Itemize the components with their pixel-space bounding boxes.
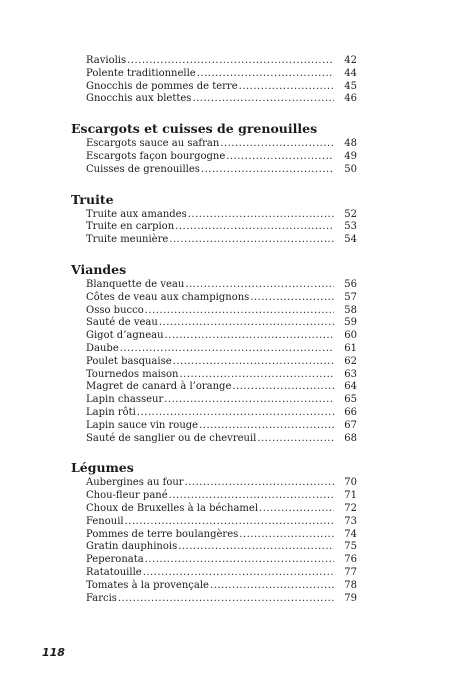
section-heading: Légumes <box>71 460 134 476</box>
toc-entry-page: 45 <box>344 80 357 92</box>
toc-entry-label: Sauté de sanglier ou de chevreuil <box>86 432 257 444</box>
toc-entry-page: 70 <box>344 477 357 489</box>
toc-entry <box>86 151 357 164</box>
toc-entry-label: Osso bucco <box>86 304 144 316</box>
dot-leader <box>250 292 334 305</box>
toc-entry-page: 72 <box>344 502 357 514</box>
dot-leader <box>169 234 334 247</box>
toc-entry <box>86 234 357 247</box>
dot-leader <box>197 68 334 81</box>
dot-leader <box>120 343 334 356</box>
toc-entry <box>86 369 357 382</box>
toc-entry-label: Côtes de veau aux champignons <box>86 291 250 303</box>
dot-leader <box>192 93 334 106</box>
toc-entry-label: Fenouil <box>86 515 124 527</box>
toc-entry-page: 75 <box>344 541 357 553</box>
toc-entry-label: Gratin dauphinois <box>86 541 178 553</box>
toc-entry-page: 57 <box>344 291 357 303</box>
dot-leader <box>165 330 334 343</box>
toc-entry-page: 71 <box>344 490 357 502</box>
toc-entry <box>86 279 357 292</box>
toc-entry-label: Tournedos maison <box>86 368 179 380</box>
dot-leader <box>188 209 334 222</box>
toc-entry-page: 52 <box>344 208 357 220</box>
toc-entry-page: 49 <box>344 150 357 162</box>
toc-entry-label: Daube <box>86 342 119 354</box>
toc-entry <box>86 420 357 433</box>
toc-entry-label: Pommes de terre boulangères <box>86 528 239 540</box>
toc-entry-label: Polente traditionnelle <box>86 67 196 79</box>
toc-entry-page: 56 <box>344 278 357 290</box>
toc-entry <box>86 164 357 177</box>
toc-entry <box>86 68 357 81</box>
dot-leader <box>259 503 334 516</box>
toc-entry <box>86 593 357 606</box>
dot-leader <box>239 81 334 94</box>
toc-section-legumes <box>71 460 357 605</box>
toc-entry-label: Escargots sauce au safran <box>86 138 220 150</box>
toc-entry-label: Lapin sauce vin rouge <box>86 419 199 431</box>
table-of-contents <box>71 55 357 620</box>
toc-entry-page: 50 <box>344 163 357 175</box>
toc-entry-label: Gnocchis de pommes de terre <box>86 80 238 92</box>
toc-entry-label: Truite meunière <box>86 234 169 246</box>
toc-entry-page: 61 <box>344 342 357 354</box>
toc-entry-page: 42 <box>344 55 357 66</box>
toc-entry <box>86 221 357 234</box>
toc-entry <box>86 503 357 516</box>
toc-entry-label: Lapin chasseur <box>86 394 164 406</box>
dot-leader <box>127 55 334 68</box>
toc-entry-label: Magret de canard à l’orange <box>86 381 232 393</box>
toc-entry-page: 54 <box>344 234 357 246</box>
dot-leader <box>145 554 334 567</box>
toc-entry-label: Blanquette de veau <box>86 278 185 290</box>
dot-leader <box>137 407 334 420</box>
dot-leader <box>159 317 334 330</box>
toc-entry-page: 65 <box>344 394 357 406</box>
dot-leader <box>220 138 334 151</box>
toc-entry-page: 79 <box>344 592 357 604</box>
toc-entry-label: Lapin rôti <box>86 406 136 418</box>
toc-entry <box>86 343 357 356</box>
toc-entry <box>86 433 357 446</box>
toc-entry-label: Escargots façon bourgogne <box>86 150 226 162</box>
toc-entry <box>86 381 357 394</box>
toc-entry-page: 46 <box>344 93 357 105</box>
toc-section-truite <box>71 192 357 247</box>
dot-leader <box>143 567 334 580</box>
toc-entry-page: 66 <box>344 406 357 418</box>
toc-entry <box>86 516 357 529</box>
dot-leader <box>173 356 334 369</box>
toc-entry-label: Cuisses de grenouilles <box>86 163 200 175</box>
dot-leader <box>210 580 334 593</box>
page-number: 118 <box>42 646 65 659</box>
toc-entry-page: 77 <box>344 566 357 578</box>
dot-leader <box>257 433 334 446</box>
toc-entry <box>86 356 357 369</box>
section-heading: Escargots et cuisses de grenouilles <box>71 121 318 137</box>
toc-entry-page: 59 <box>344 317 357 329</box>
dot-leader <box>164 394 334 407</box>
toc-entry-label: Aubergines au four <box>86 477 184 489</box>
section-heading: Truite <box>71 191 114 207</box>
toc-entry <box>86 580 357 593</box>
toc-entry <box>86 305 357 318</box>
toc-entry-page: 60 <box>344 330 357 342</box>
toc-entry-label: Farcis <box>86 592 117 604</box>
dot-leader <box>232 381 334 394</box>
toc-entry-page: 48 <box>344 138 357 150</box>
toc-entry <box>86 407 357 420</box>
dot-leader <box>175 221 334 234</box>
toc-entry-page: 62 <box>344 355 357 367</box>
toc-entry <box>86 477 357 490</box>
toc-entry-page: 64 <box>344 381 357 393</box>
dot-leader <box>125 516 334 529</box>
toc-entry-page: 73 <box>344 515 357 527</box>
toc-entry-label: Truite aux amandes <box>86 208 187 220</box>
toc-entry-label: Truite en carpion <box>86 221 175 233</box>
toc-entry-label: Peperonata <box>86 554 144 566</box>
toc-section-escargots <box>71 121 357 176</box>
toc-entry <box>86 138 357 151</box>
section-heading: Viandes <box>71 261 127 277</box>
dot-leader <box>118 593 334 606</box>
dot-leader <box>179 369 334 382</box>
toc-entry-label: Chou-fleur pané <box>86 490 168 502</box>
toc-entry <box>86 55 357 68</box>
toc-entry <box>86 567 357 580</box>
dot-leader <box>199 420 334 433</box>
toc-entry <box>86 394 357 407</box>
toc-entry-page: 58 <box>344 304 357 316</box>
toc-entry-label: Choux de Bruxelles à la béchamel <box>86 502 259 514</box>
toc-entry <box>86 292 357 305</box>
toc-entry-label: Poulet basquaise <box>86 355 172 367</box>
toc-entry-page: 68 <box>344 432 357 444</box>
dot-leader <box>178 541 334 554</box>
toc-entry-label: Tomates à la provençale <box>86 579 209 591</box>
toc-entry-page: 74 <box>344 528 357 540</box>
dot-leader <box>145 305 334 318</box>
toc-entry <box>86 541 357 554</box>
toc-entry <box>86 554 357 567</box>
toc-entry <box>86 81 357 94</box>
toc-entry-label: Ratatouille <box>86 566 142 578</box>
toc-entry-page: 78 <box>344 579 357 591</box>
toc-entry <box>86 490 357 503</box>
toc-entry <box>86 529 357 542</box>
dot-leader <box>226 151 334 164</box>
toc-section-pasta <box>71 55 357 106</box>
toc-entry <box>86 330 357 343</box>
toc-entry-page: 76 <box>344 554 357 566</box>
toc-entry <box>86 317 357 330</box>
toc-entry-label: Sauté de veau <box>86 317 158 329</box>
dot-leader <box>239 529 334 542</box>
toc-entry <box>86 209 357 222</box>
toc-entry-label: Gigot d’agneau <box>86 330 164 342</box>
dot-leader <box>169 490 334 503</box>
toc-entry-label: Raviolis <box>86 55 127 66</box>
toc-section-viandes <box>71 262 357 445</box>
toc-entry-label: Gnocchis aux blettes <box>86 93 192 105</box>
dot-leader <box>185 279 334 292</box>
toc-entry-page: 53 <box>344 221 357 233</box>
toc-entry <box>86 93 357 106</box>
toc-entry-page: 67 <box>344 419 357 431</box>
toc-entry-page: 63 <box>344 368 357 380</box>
dot-leader <box>201 164 334 177</box>
dot-leader <box>185 477 334 490</box>
toc-entry-page: 44 <box>344 67 357 79</box>
